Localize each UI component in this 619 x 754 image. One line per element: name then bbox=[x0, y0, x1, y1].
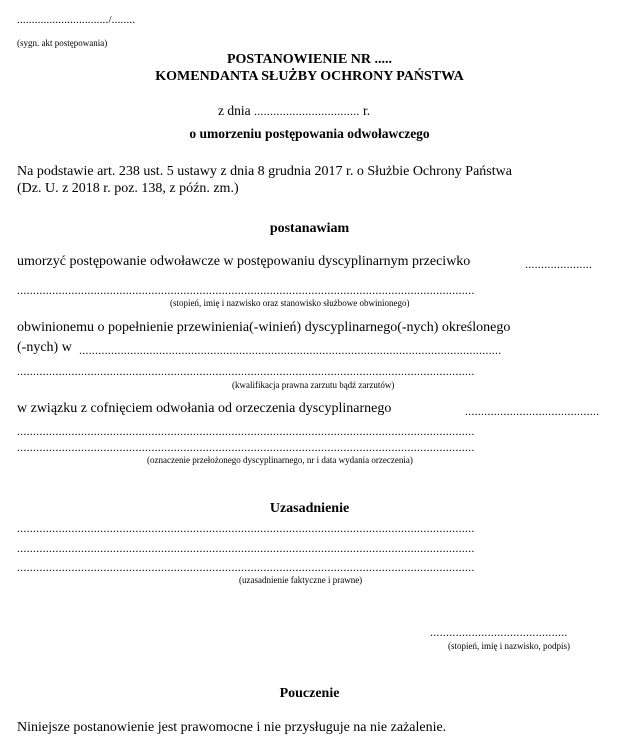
decision-text-2b: (-nych) w bbox=[17, 340, 72, 355]
decision-heading: postanawiam bbox=[269, 221, 350, 236]
date-line bbox=[218, 103, 370, 119]
date-suffix: r. bbox=[362, 103, 371, 118]
legal-basis-line1: Na podstawie art. 238 ust. 5 ustawy z dnia 8 grudnia 2017 r. o Służbie Ochrony Państwa bbox=[17, 164, 512, 179]
date-dots: ................................. bbox=[254, 104, 360, 118]
justification-heading: Uzasadnienie bbox=[269, 501, 350, 516]
appeal-line-1: ............................................................................................................................................... bbox=[17, 424, 475, 438]
offense-caption: (kwalifikacja prawna zarzutu bądź zarzutów) bbox=[232, 380, 395, 390]
offense-dots: .................................................................................................................................... bbox=[79, 343, 502, 357]
document-issuer: KOMENDANTA SŁUŻBY OCHRONY PAŃSTWA bbox=[155, 69, 464, 84]
date-prefix: z dnia bbox=[218, 103, 251, 118]
instruction-text: Niniejsze postanowienie jest prawomocne i nie przysługuje na nie zażalenie. bbox=[17, 720, 447, 735]
instruction-heading: Pouczenie bbox=[279, 686, 340, 701]
legal-basis-line2: (Dz. U. z 2018 r. poz. 138, z późn. zm.) bbox=[17, 181, 239, 196]
offense-line: ............................................................................................................................................... bbox=[17, 364, 475, 378]
appeal-caption: (oznaczenie przełożonego dyscyplinarnego, nr i data wydania orzeczenia) bbox=[147, 455, 413, 465]
justification-line-1: ............................................................................................................................................... bbox=[17, 521, 475, 535]
decision-text-1: umorzyć postępowanie odwoławcze w postępowaniu dyscyplinarnym przeciwko bbox=[17, 254, 471, 269]
justification-line-2: ............................................................................................................................................... bbox=[17, 541, 475, 555]
appeal-line-2: ............................................................................................................................................... bbox=[17, 440, 475, 454]
document-title: POSTANOWIENIE NR ..... bbox=[226, 52, 393, 67]
defendant-dots: ..................... bbox=[525, 257, 593, 271]
justification-line-3: ............................................................................................................................................... bbox=[17, 560, 475, 574]
defendant-caption: (stopień, imię i nazwisko oraz stanowisko służbowe obwinionego) bbox=[170, 298, 410, 308]
signature-dots: ........................................... bbox=[430, 625, 568, 639]
document-subject: o umorzeniu postępowania odwoławczego bbox=[189, 126, 430, 141]
decision-text-2: obwinionemu o popełnienie przewinienia(-winień) dyscyplinarnego(-nych) określonego bbox=[17, 320, 511, 335]
decision-text-3: w związku z cofnięciem odwołania od orzeczenia dyscyplinarnego bbox=[17, 401, 392, 416]
defendant-line: ............................................................................................................................................... bbox=[17, 283, 475, 297]
case-reference-dots: .............................../........ bbox=[17, 14, 136, 26]
signature-caption: (stopień, imię i nazwisko, podpis) bbox=[448, 641, 570, 651]
justification-caption: (uzasadnienie faktyczne i prawne) bbox=[239, 575, 363, 585]
case-reference-caption: (sygn. akt postępowania) bbox=[17, 38, 108, 48]
appeal-dots: .......................................... bbox=[465, 404, 600, 418]
